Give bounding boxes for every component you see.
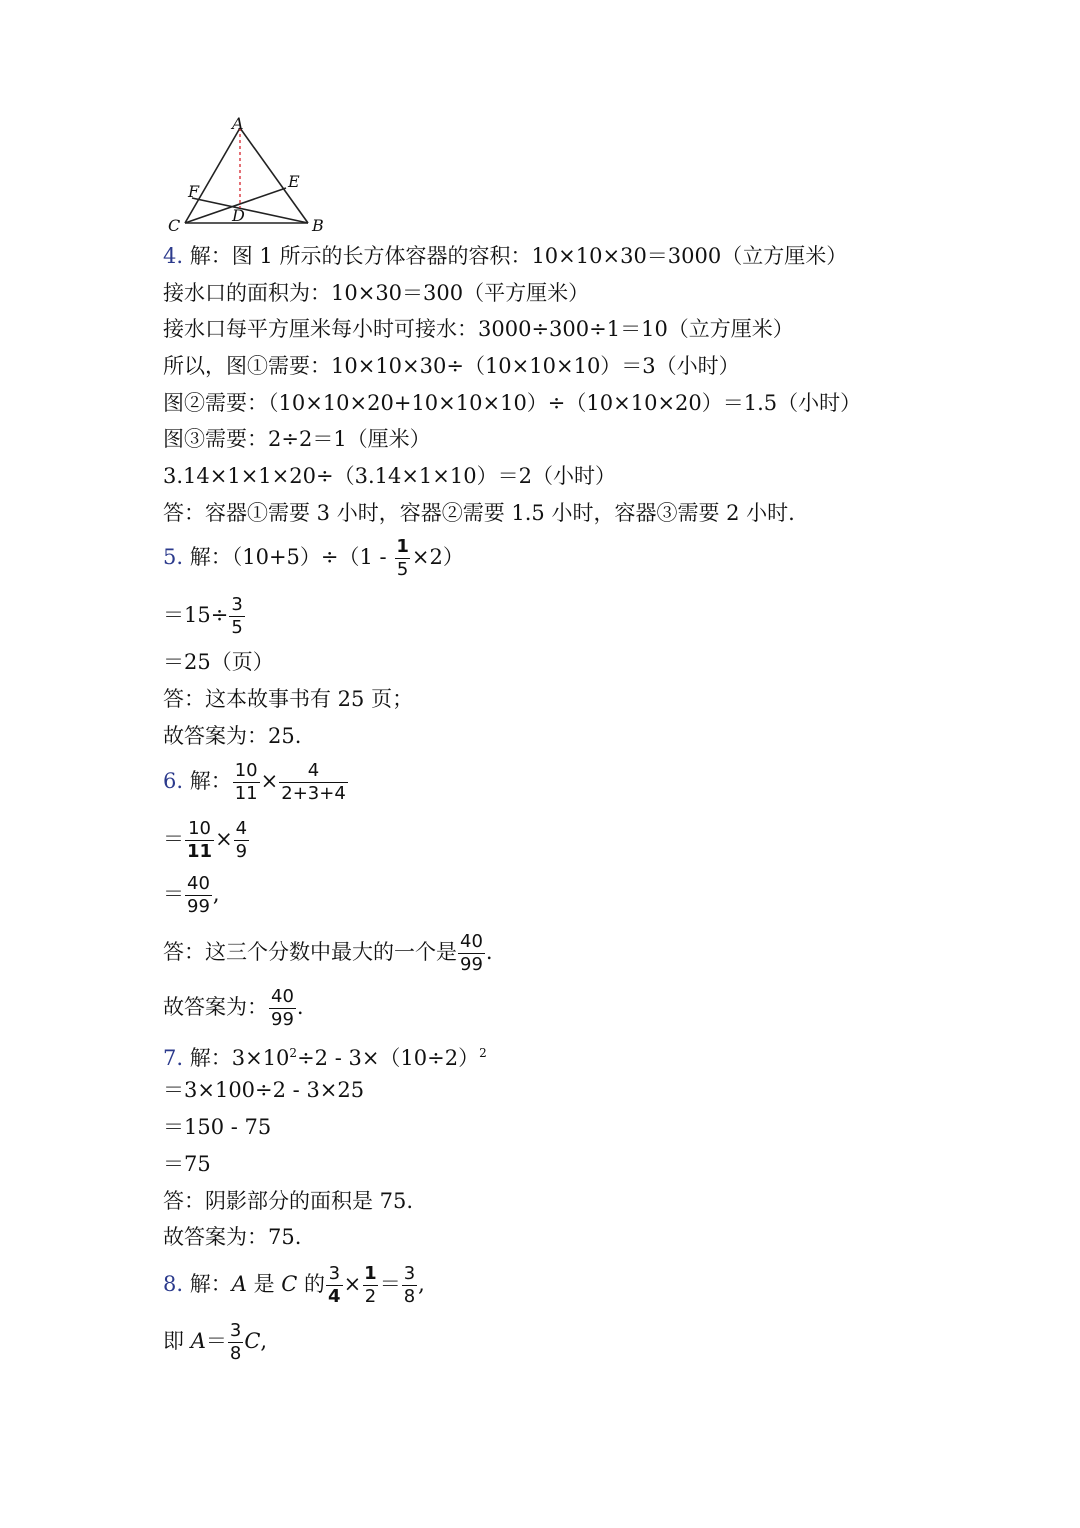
line-7-6: 故答案为：75. — [163, 1225, 302, 1249]
line-7-1: 7. 解：$3\times 10^2\div 2 - 3\times(10\div 2)^2$ — [163, 1046, 487, 1070]
line-4-2: 接水口的面积为：10×30＝300（平方厘米） — [163, 281, 590, 305]
line-4-7: 3.14×1×1×20÷（3.14×1×10）＝2（小时） — [163, 464, 616, 488]
fraction: $\frac{10}{11}$ — [234, 760, 258, 804]
fraction: $\frac{40}{99}$ — [187, 873, 210, 917]
fraction: $\frac{1}{2}$ — [364, 1263, 377, 1307]
label-a: A — [232, 114, 244, 133]
line-8-2: 即 A＝ $\frac{3}{8}$ C, — [163, 1320, 268, 1364]
line-6-1: 6. 解： $\frac{10}{11}$ × $\frac{4}{2+3+4}$ — [163, 760, 346, 804]
line-4-5: 图②需要：（10×10×20+10×10×10）÷（10×10×20）＝1.5（小时） — [163, 391, 862, 415]
line-6-4: 答：这三个分数中最大的一个是 $\frac{40}{99}$ . — [163, 931, 493, 975]
fraction: $\frac{3}{4}$ — [328, 1263, 341, 1307]
line-4-4: 所以，图①需要：10×10×30÷（10×10×10）＝3（小时） — [163, 354, 740, 378]
line-4-3: 接水口每平方厘米每小时可接水：3000÷300÷1＝10（立方厘米） — [163, 317, 794, 341]
line-5-4: 答：这本故事书有 25 页； — [163, 687, 414, 711]
line-5-3: ＝25（页） — [163, 650, 274, 674]
fraction: $\frac{3}{8}$ — [403, 1263, 416, 1307]
problem-number-7: 7. — [163, 1046, 184, 1070]
label-e: E — [288, 172, 300, 191]
line-4-6: 图③需要：2÷2＝1（厘米） — [163, 427, 431, 451]
fraction: $\frac{10}{11}$ — [187, 818, 213, 862]
label-d: D — [232, 206, 245, 225]
line-text: 解：（10+5）÷（1 - — [189, 545, 394, 569]
fraction: $\frac{3}{5}$ — [231, 594, 243, 638]
problem-number-6: 6. — [163, 769, 184, 793]
fraction: $\frac{40}{99}$ — [271, 986, 294, 1030]
line-5-5: 故答案为：25. — [163, 724, 302, 748]
line-text: ×2） — [411, 545, 464, 569]
triangle-figure — [160, 110, 340, 235]
fraction: $\frac{4}{2+3+4}$ — [281, 760, 346, 804]
line-7-3: ＝150 - 75 — [163, 1115, 272, 1139]
line-8-1: 8. 解：A 是 C 的 $\frac{3}{4}$ × $\frac{1}{2}$ ＝ $\frac{3}{8}$ , — [163, 1263, 425, 1307]
problem-number-4: 4. — [163, 244, 184, 268]
fraction: $\frac{1}{5}$ — [396, 536, 409, 580]
line-5-2: ＝15÷ $\frac{3}{5}$ — [163, 594, 243, 638]
problem-number-5: 5. — [163, 545, 184, 569]
line-4-1 — [163, 241, 847, 271]
line-7-2: ＝3×100÷2 - 3×25 — [163, 1078, 365, 1102]
line-7-5: 答：阴影部分的面积是 75. — [163, 1189, 414, 1213]
line-6-5: 故答案为： $\frac{40}{99}$ . — [163, 986, 304, 1030]
line-6-3: ＝ $\frac{40}{99}$ , — [163, 873, 220, 917]
label-c: C — [168, 216, 181, 235]
fraction: $\frac{3}{8}$ — [229, 1320, 242, 1364]
label-b: B — [312, 216, 324, 235]
line-text: 解：图 1 所示的长方体容器的容积：10×10×30＝3000（立方厘米） — [189, 244, 848, 268]
problem-number-8: 8. — [163, 1272, 184, 1296]
fraction: $\frac{4}{9}$ — [235, 818, 248, 862]
line-6-2: ＝ $\frac{10}{11}$ × $\frac{4}{9}$ — [163, 818, 248, 862]
label-f: F — [188, 182, 200, 201]
fraction: $\frac{40}{99}$ — [460, 931, 483, 975]
line-5-1 — [163, 536, 464, 581]
line-4-8: 答：容器①需要 3 小时，容器②需要 1.5 小时，容器③需要 2 小时. — [163, 501, 795, 525]
line-7-4: ＝75 — [163, 1152, 211, 1176]
